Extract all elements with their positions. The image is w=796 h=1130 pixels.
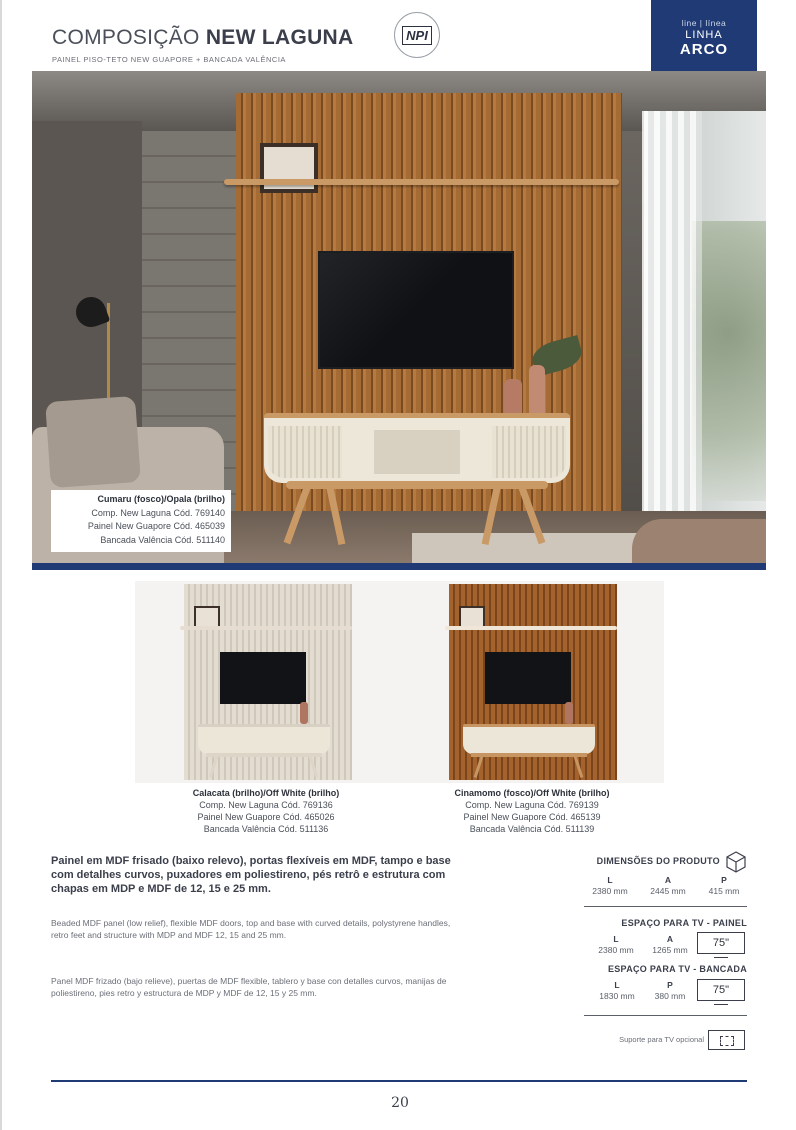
dimension-value: 415 mm <box>708 886 740 896</box>
tv-bench-width <box>587 980 647 1002</box>
variant-line: Bancada Valência Cód. 511139 <box>469 824 595 834</box>
hero-caption-title: Cumaru (fosco)/Opala (brilho) <box>97 494 225 504</box>
tv-size-icon: 75" <box>697 932 745 954</box>
console-base <box>206 753 322 757</box>
description-spanish: Panel MDF frizado (bajo relieve), puertas de MDF flexible, tablero y base con detalles curvos, manijas de poliestireno, pies retro y estructura de MDP y MDF de 12, 15 y 25 mm. <box>51 976 447 998</box>
variant-line: Bancada Valência Cód. 511136 <box>203 824 329 834</box>
tv-console <box>198 724 330 754</box>
tv-support-icon <box>708 1030 745 1050</box>
dimension-key: P <box>667 980 673 990</box>
variant-image-calacata <box>180 584 352 780</box>
floating-shelf <box>445 626 617 630</box>
page-subtitle: PAINEL PISO-TETO NEW GUAPORE + BANCADA VALÊNCIA <box>52 55 286 64</box>
page-edge-rule <box>0 0 2 1130</box>
cushion <box>45 396 141 488</box>
console-door-left <box>268 426 342 478</box>
tv-bench-depth <box>640 980 700 1002</box>
variant-caption-cinamomo <box>422 787 642 835</box>
outdoor-plants <box>692 221 766 501</box>
vase <box>300 702 308 724</box>
picture-frame <box>459 606 485 628</box>
variant-line: Comp. New Laguna Cód. 769136 <box>199 800 333 810</box>
dimension-value: 1265 mm <box>652 945 688 955</box>
hero-caption-line: Comp. New Laguna Cód. 769140 <box>91 507 225 518</box>
curtain <box>642 111 702 551</box>
dimension-key: A <box>666 934 674 944</box>
variant-caption-calacata <box>156 787 376 835</box>
hero-caption-line: Painel New Guapore Cód. 465039 <box>87 521 225 531</box>
dimension-height <box>638 875 698 897</box>
variant-image-cinamomo <box>445 584 617 780</box>
picture-frame <box>260 143 318 193</box>
console-open-shelf <box>374 430 460 474</box>
dimension-value: 2380 mm <box>598 945 634 955</box>
tv-panel-height <box>640 934 700 956</box>
line-name: LINHA <box>685 29 723 41</box>
television <box>318 251 514 369</box>
picture-frame <box>194 606 220 628</box>
line-brand-box <box>651 0 757 79</box>
title-light: COMPOSIÇÃO <box>52 26 200 49</box>
dimension-value: 380 mm <box>654 991 686 1001</box>
tv-console <box>264 413 570 483</box>
television <box>220 652 306 704</box>
dimension-key: L <box>607 875 613 885</box>
description-portuguese: Painel em MDF frisado (baixo relevo), portas flexíveis em MDF, tampo e base com detalhes curvos, puxadores em poliestireno, pés retrô e estrutura com chapas em MDP e MDF de 12, 15 e 25 mm. <box>51 855 451 895</box>
console-base <box>471 753 587 757</box>
spec-divider <box>584 906 747 907</box>
page-number: 20 <box>391 1095 409 1111</box>
hero-caption-line: Bancada Valência Cód. 511140 <box>100 534 225 545</box>
console-door-right <box>492 426 566 478</box>
variant-title: Calacata (brilho)/Off White (brilho) <box>192 788 340 798</box>
hero-bottom-bar <box>32 563 766 570</box>
line-brand: ARCO <box>679 41 729 58</box>
line-label: line | línea <box>681 18 727 28</box>
title-bold: NEW LAGUNA <box>205 26 354 49</box>
dimension-value: 2380 mm <box>592 886 628 896</box>
footer-rule <box>51 1080 747 1082</box>
dimension-key: P <box>721 875 727 885</box>
npi-seal-logo <box>394 12 440 58</box>
floating-shelf <box>180 626 352 630</box>
dimension-value: 2445 mm <box>650 886 686 896</box>
variant-title: Cinamomo (fosco)/Off White (brilho) <box>454 788 610 798</box>
dimension-depth <box>694 875 754 897</box>
dimension-width <box>580 875 640 897</box>
variant-line: Painel New Guapore Cód. 465139 <box>463 812 601 822</box>
npi-logo-text: NPI <box>402 26 432 45</box>
tv-bench-heading: ESPAÇO PARA TV - BANCADA <box>607 964 747 974</box>
variant-line: Comp. New Laguna Cód. 769139 <box>465 800 599 810</box>
dimension-key: L <box>613 934 619 944</box>
tv-console <box>463 724 595 754</box>
dimension-key: A <box>664 875 672 885</box>
tv-size-icon: 75" <box>697 979 745 1001</box>
hero-caption <box>51 490 231 552</box>
variant-line: Painel New Guapore Cód. 465026 <box>197 812 335 822</box>
floating-shelf <box>224 179 619 185</box>
vase <box>565 702 573 724</box>
television <box>485 652 571 704</box>
throw-blanket <box>632 519 766 565</box>
description-english: Beaded MDF panel (low relief), flexible MDF doors, top and base with curved details, polystyrene handles, retro feet and structure with MDP and MDF 12, 15 and 25 mm. <box>51 918 451 940</box>
cube-icon <box>724 850 748 874</box>
tv-support-label: Suporte para TV opcional <box>619 1035 704 1044</box>
spec-divider <box>584 1015 747 1016</box>
dimension-value: 1830 mm <box>599 991 635 1001</box>
tv-panel-width <box>586 934 646 956</box>
tv-panel-heading: ESPAÇO PARA TV - PAINEL <box>621 918 747 928</box>
dimensions-heading: DIMENSÕES DO PRODUTO <box>596 856 720 866</box>
page-title <box>52 26 353 50</box>
dimension-key: L <box>614 980 620 990</box>
vase-tall <box>529 365 545 419</box>
